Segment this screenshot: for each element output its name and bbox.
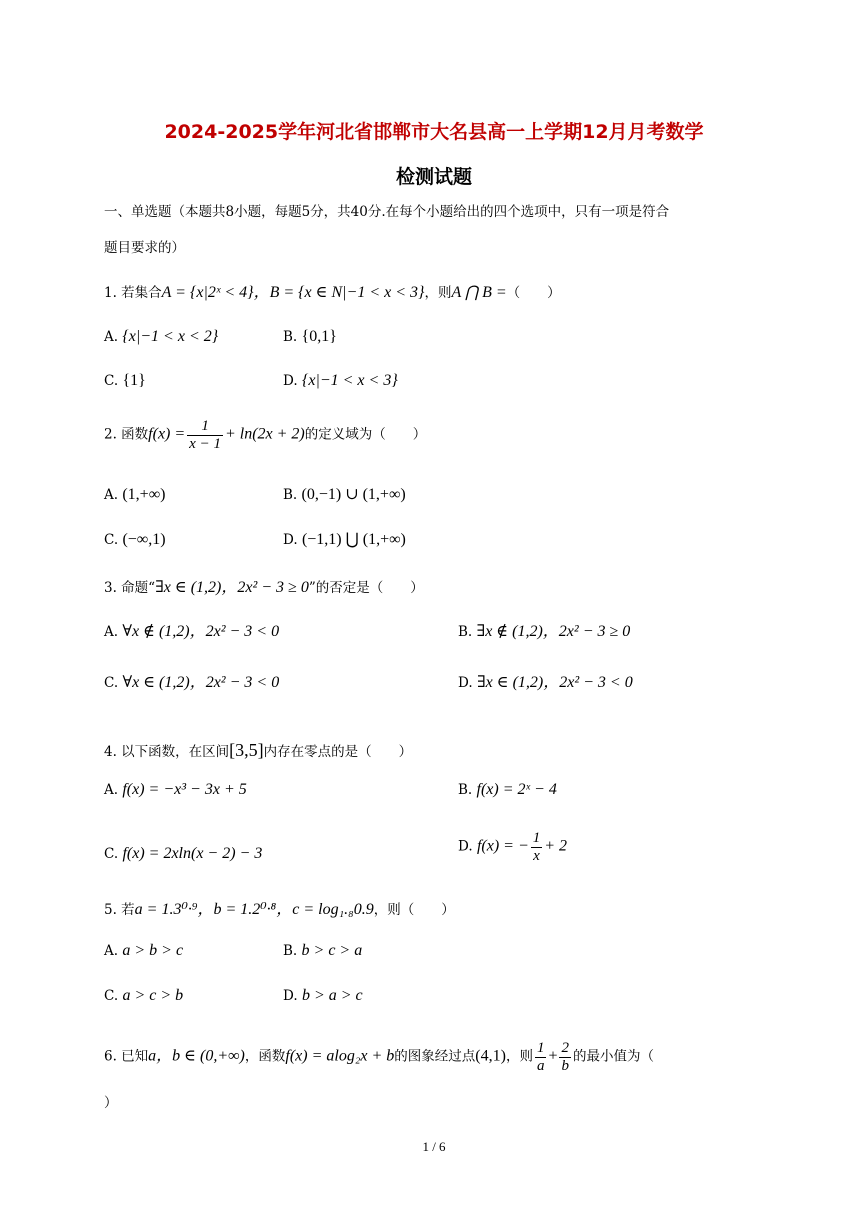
q2-option-d: [283, 530, 406, 549]
q1-set-b: ，B = {x ∈ N|−1 < x < 3}: [253, 284, 425, 301]
option-math: (1,+∞): [122, 486, 166, 503]
q6-stem: 6. 已知: [104, 1048, 149, 1065]
option-letter: B.: [458, 624, 473, 640]
question-4: [104, 740, 412, 762]
question-2: [104, 418, 426, 452]
fraction-numerator: 1: [532, 830, 541, 846]
q6-params: a，b ∈ (0,+∞): [148, 1047, 245, 1065]
question-6-cont: ）: [104, 1095, 118, 1111]
question-5: [104, 900, 455, 919]
option-math: (−1,1) ⋃ (1,+∞): [301, 531, 406, 548]
fraction-denominator: x − 1: [189, 435, 221, 452]
q5-option-b: [283, 941, 362, 960]
q6-function: f(x) = alog₂x + b: [285, 1047, 395, 1065]
q3-option-c: [104, 673, 279, 692]
option-letter: A.: [104, 487, 119, 503]
question-6: [104, 1040, 654, 1074]
option-math: f(x) = −: [476, 837, 529, 855]
q3-option-b: [458, 622, 630, 641]
q6-fraction-1: [535, 1040, 547, 1074]
q5-stem-2: ，则（ ）: [373, 902, 455, 918]
plus-sign: +: [548, 1047, 558, 1065]
option-letter: B.: [283, 329, 298, 345]
section-heading: 一、单选题（本题共8小题，每题5分，共40分.在每个小题给出的四个选项中，只有一项是符合: [104, 204, 670, 220]
q4-d-fraction: [531, 830, 543, 864]
q2-option-a: [104, 485, 165, 504]
q2-stem-2: 的定义域为（ ）: [304, 426, 427, 443]
q6-fraction-2: [559, 1040, 571, 1074]
q1-stem: 1. 若集合: [104, 285, 162, 301]
option-letter: D.: [458, 838, 473, 855]
q6-point: (4,1): [475, 1047, 506, 1065]
option-letter: B.: [283, 943, 298, 959]
option-math: ∀x ∉ (1,2)，2x² − 3 < 0: [122, 623, 280, 640]
q4-option-b: [458, 780, 557, 799]
option-letter: B.: [283, 487, 298, 503]
fraction-numerator: 1: [187, 418, 223, 436]
q6-stem-4: ，则: [505, 1048, 533, 1065]
q6-stem-3: 的图象经过点: [394, 1048, 476, 1065]
option-letter: D.: [283, 988, 298, 1004]
option-math: f(x) = 2xln(x − 2) − 3: [122, 845, 263, 862]
option-letter: C.: [104, 846, 119, 862]
fraction-denominator: a: [536, 1057, 545, 1074]
option-math: {x|−1 < x < 2}: [122, 328, 219, 345]
option-letter: C.: [104, 532, 119, 548]
document-subtitle: 检测试题: [395, 166, 472, 188]
option-letter: B.: [458, 782, 473, 798]
q2-fraction: [187, 418, 223, 452]
q3-option-a: [104, 622, 279, 641]
option-math: b > a > c: [301, 987, 363, 1004]
q6-stem-2: ，函数: [244, 1048, 286, 1065]
q1-stem-2: ，则: [424, 285, 452, 301]
option-math: ∀x ∈ (1,2)，2x² − 3 < 0: [122, 674, 280, 691]
q3-option-d: [458, 673, 633, 692]
q2-option-c: [104, 530, 166, 549]
q1-paren: （ ）: [506, 285, 561, 301]
option-math: ∃x ∈ (1,2)，2x² − 3 < 0: [476, 674, 633, 691]
document-title: 2024-2025学年河北省邯郸市大名县高一上学期12月月考数学: [164, 121, 704, 143]
q4-interval: [3,5]: [229, 740, 264, 760]
option-letter: A.: [104, 329, 119, 345]
option-math: f(x) = 2ˣ − 4: [476, 781, 557, 798]
q3-stem: 3. 命题“: [104, 580, 156, 596]
option-letter: A.: [104, 624, 119, 640]
q1-option-c: [104, 371, 146, 390]
q1-intersection: A ⋂ B =: [451, 284, 507, 301]
q4-option-d: [458, 830, 567, 864]
option-math: {0,1}: [301, 328, 337, 345]
fraction-denominator: b: [561, 1057, 569, 1074]
q3-proposition: ∃x ∈ (1,2)，2x² − 3 ≥ 0: [155, 579, 309, 596]
q5-option-c: [104, 986, 183, 1005]
option-math: ∃x ∉ (1,2)，2x² − 3 ≥ 0: [476, 623, 631, 640]
q6-stem-5: 的最小值为（: [572, 1048, 654, 1065]
option-letter: C.: [104, 373, 119, 389]
q2-option-b: [283, 485, 406, 504]
option-math: f(x) = −x³ − 3x + 5: [122, 781, 247, 798]
option-letter: A.: [104, 943, 119, 959]
option-letter: C.: [104, 675, 119, 691]
option-math: a > b > c: [122, 942, 184, 959]
option-letter: A.: [104, 782, 119, 798]
option-math: {x|−1 < x < 3}: [301, 372, 398, 389]
q2-stem: 2. 函数: [104, 426, 149, 443]
option-math: (0,−1) ∪ (1,+∞): [301, 486, 406, 503]
q4-stem-2: 内存在零点的是（ ）: [263, 744, 413, 760]
option-math: (−∞,1): [122, 531, 166, 548]
q3-stem-2: ”的否定是（ ）: [308, 580, 424, 596]
q4-option-c: [104, 844, 262, 863]
fraction-denominator: x: [533, 847, 540, 864]
q2-function-tail: + ln(2x + 2): [224, 425, 305, 443]
q2-function: f(x) =: [148, 425, 186, 443]
q1-option-b: [283, 327, 337, 346]
fraction-numerator: 1: [536, 1040, 545, 1056]
question-1: [104, 283, 561, 302]
option-letter: D.: [458, 675, 473, 691]
option-math: {1}: [122, 372, 146, 389]
option-letter: D.: [283, 532, 298, 548]
fraction-numerator: 2: [561, 1040, 569, 1056]
option-math: b > c > a: [301, 942, 363, 959]
q1-option-d: [283, 371, 398, 390]
q1-option-a: [104, 327, 218, 346]
q5-stem: 5. 若: [104, 902, 135, 918]
option-math: a > c > b: [122, 987, 184, 1004]
q1-set-a: A = {x|2ˣ < 4}: [161, 284, 254, 301]
q5-option-a: [104, 941, 183, 960]
option-letter: D.: [283, 373, 298, 389]
section-heading-cont: 题目要求的）: [104, 240, 185, 256]
page-number: 1 / 6: [422, 1139, 446, 1154]
q4-stem: 4. 以下函数，在区间: [104, 744, 230, 760]
option-letter: C.: [104, 988, 119, 1004]
option-math-tail: + 2: [544, 837, 568, 855]
q5-values: a = 1.3⁰·⁹，b = 1.2⁰·⁸，c = log₁.₈0.9: [134, 901, 374, 918]
q5-option-d: [283, 986, 363, 1005]
question-3: [104, 578, 424, 597]
q4-option-a: [104, 780, 247, 799]
